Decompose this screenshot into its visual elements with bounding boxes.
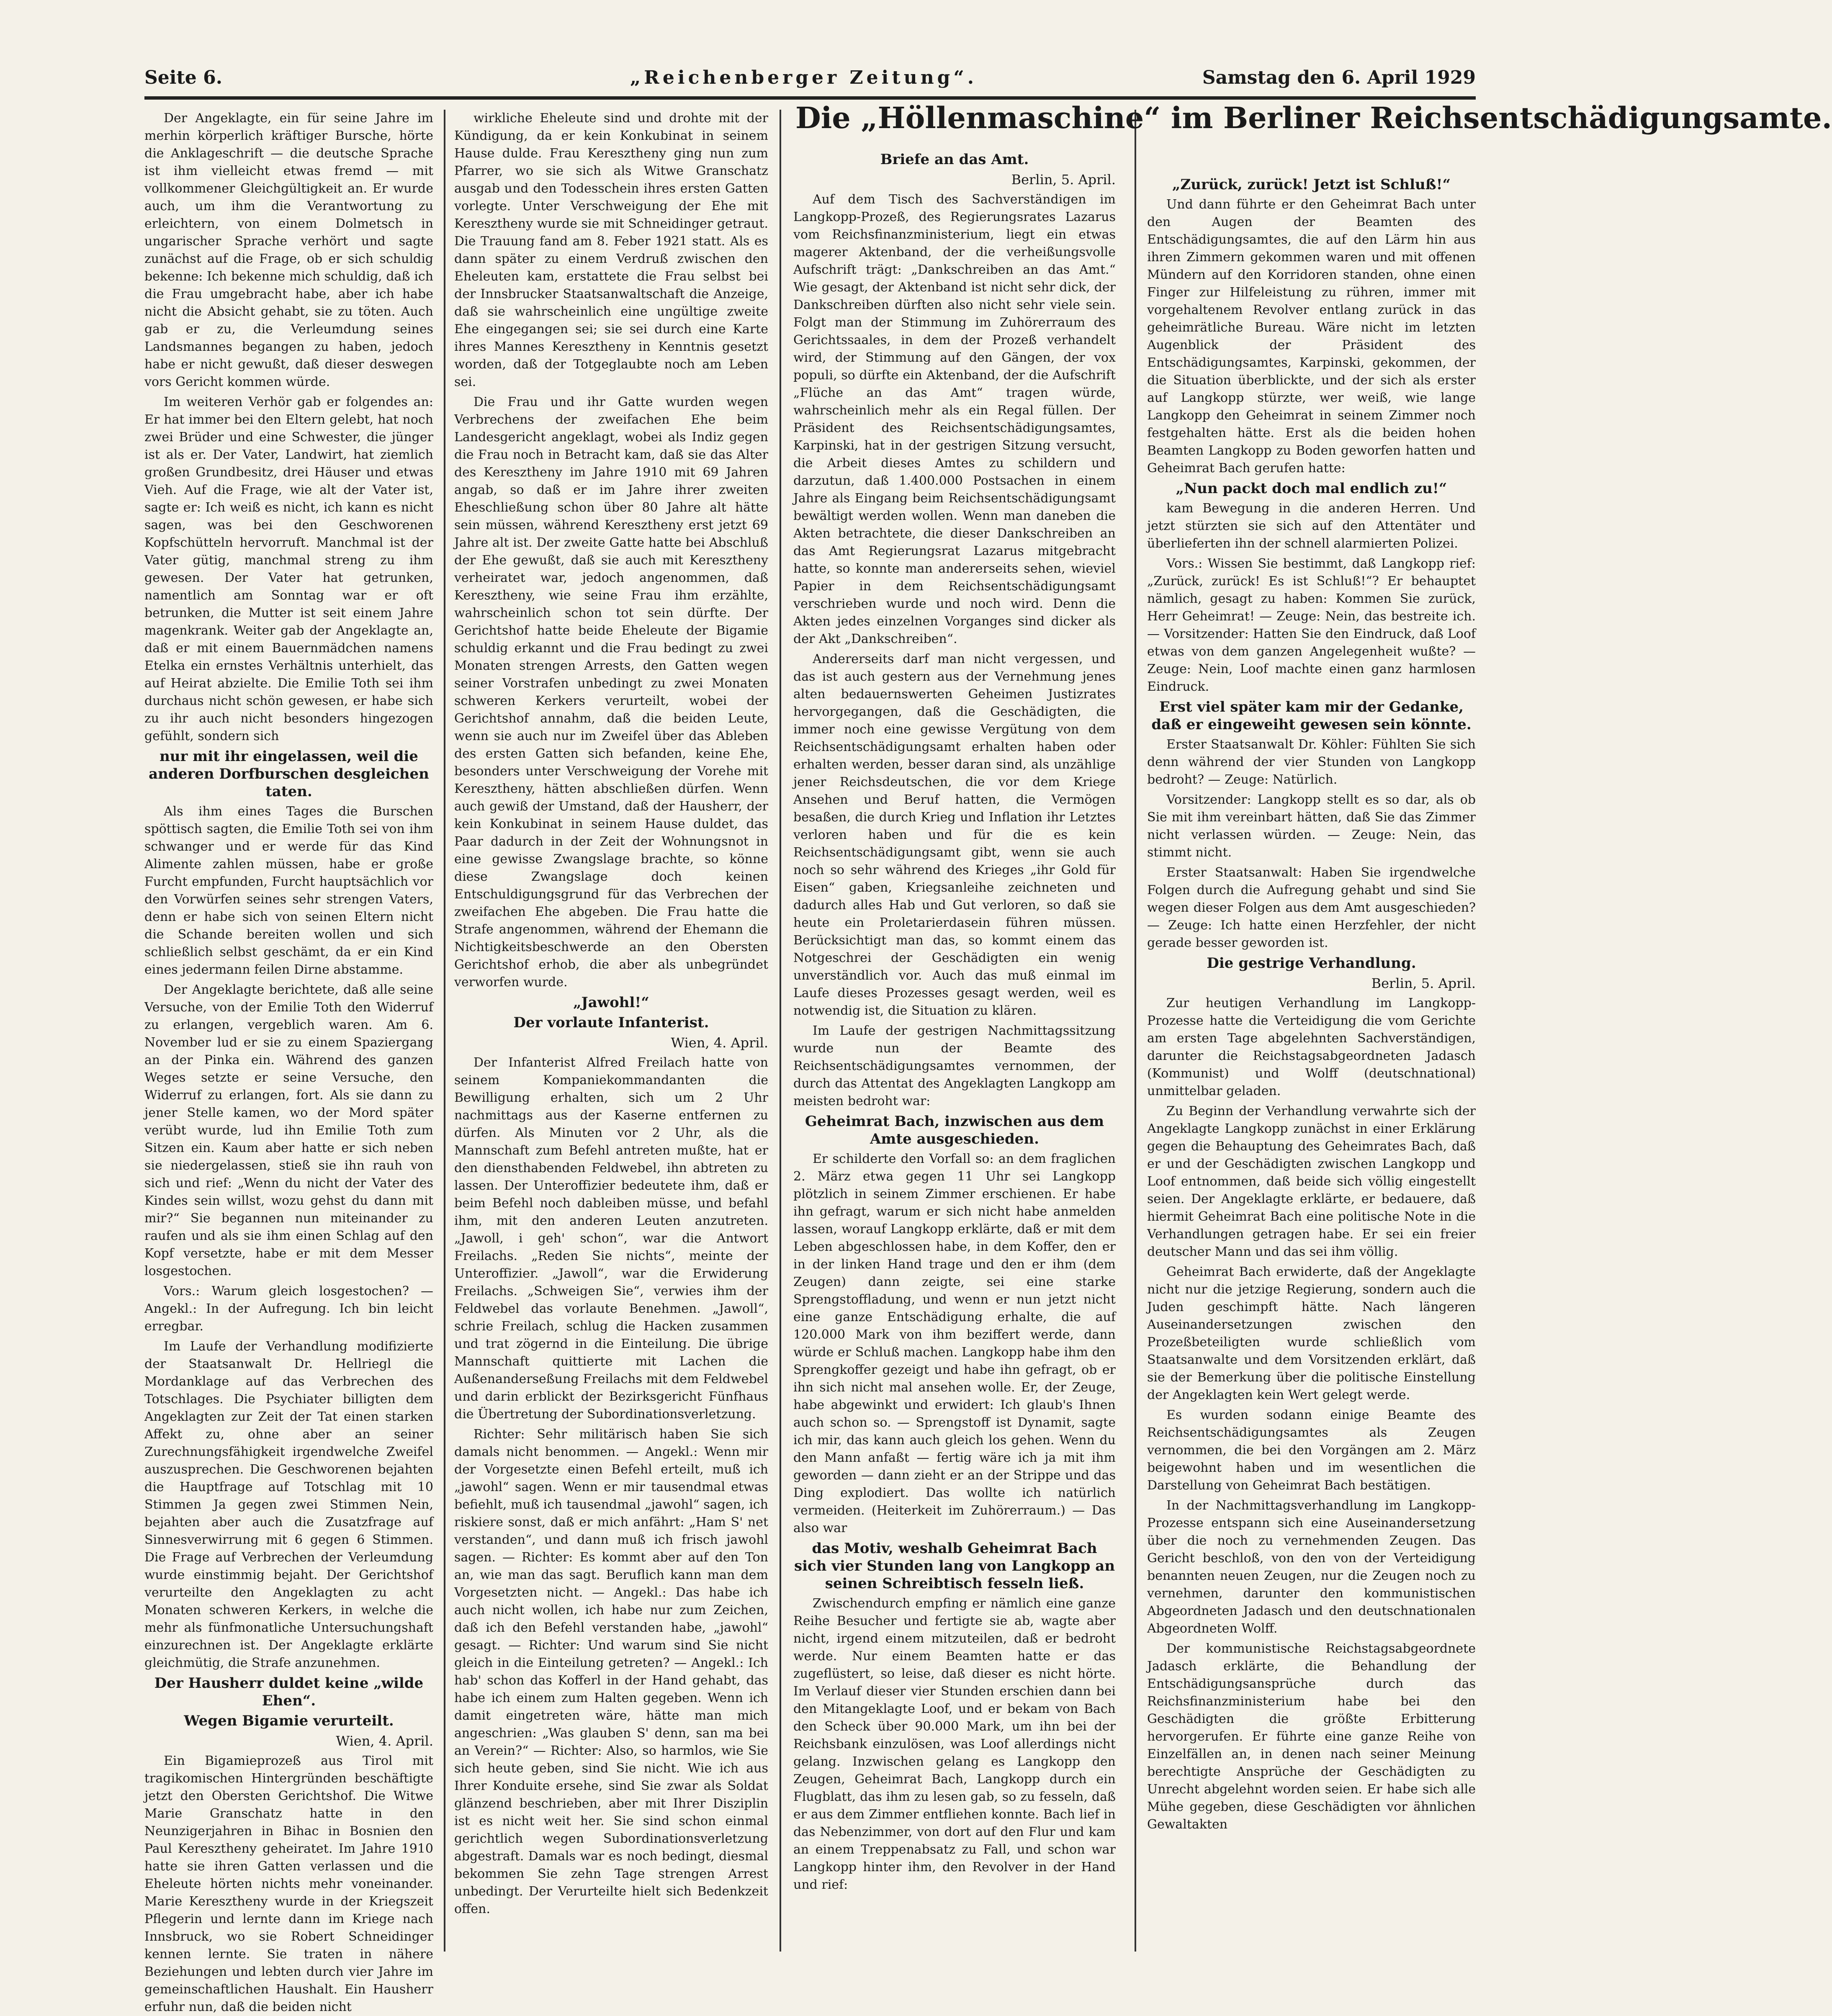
paragraph: Zwischendurch empfing er nämlich eine ganze Reihe Besucher und fertigte sie ab, wagte aber nicht, irgend einem mitzuteilen, daß er bedroht werde. Nur einem Beamten hatte er das zugeflüstert, so leise, daß dieser es nicht hörte. Im Verlauf dieser vier Stunden erschien dann bei den Mitangeklagte Loof, und er bekam von Bach den Scheck über 90.000 Mark, um ihn bei der Reichsbank einzulösen, was Loof allerdings nicht gelang. Inzwischen gelang es Langkopp den Zeugen, Geheimrat Bach, Langkopp durch ein Flugblatt, das ihm zu lesen gab, so zu fesseln, daß er aus dem Zimmer entfliehen konnte. Bach lief in das Nebenzimmer, von dort auf den Flur und kam an einem Treppenabsatz zu Fall, und schon war Langkopp hinter ihm, den Revolver in der Hand und rief: [793, 1596, 1116, 1892]
paragraph: Der Angeklagte berichtete, daß alle seine Versuche, von der Emilie Toth den Widerruf zu erlangen, vergeblich waren. Am 6. November lud er sie zu einem Spaziergang an der Pinka ein. Während des ganzen Weges setzte er seine Versuche, den Widerruf zu erlangen, fort. Als sie dann zu jener Stelle kamen, wo der Mord später verübt wurde, lud ihn Emilie Toth zum Sitzen ein. Kaum aber hatte er sich neben sie niedergelassen, stieß sie ihn rauh von sich und rief: „Wenn du nicht der Vater des Kindes sein willst, wozu gehst du dann mit mir?“ Sie begannen nun miteinander zu raufen und als sie ihm einen Schlag auf den Kopf versetzte, habe er mit dem Messer losgestochen. [144, 982, 433, 1278]
newspaper-title: „Reichenberger Zeitung“. [630, 67, 978, 88]
dateline: Berlin, 5. April. [1011, 172, 1116, 188]
paragraph: Vorsitzender: Langkopp stellt es so dar, als ob Sie mit ihm vereinbart hätten, daß Sie das Zimmer nicht verlassen würden. — Zeuge: Nein, das stimmt nicht. [1147, 792, 1476, 860]
dateline: Wien, 4. April. [671, 1035, 768, 1051]
paragraph: Im Laufe der Verhandlung modifizierte der Staatsanwalt Dr. Hellriegl die Mordanklage auf das Verbrechen des Totschlages. Die Psychiater billigten dem Angeklagten zur Zeit der Tat einen starken Affekt zu, ohne aber an seiner Zurechnungsfähigkeit irgendwelche Zweifel auszusprechen. Die Geschworenen bejahten die Hauptfrage auf Totschlag mit 10 Stimmen Ja gegen zwei Stimmen Nein, bejahten aber auch die Zusatzfrage auf Sinnesverwirrung mit 6 gegen 6 Stimmen. Die Frage auf Verbrechen der Verleumdung wurde einstimmig bejaht. Der Gerichtshof verurteilte den Angeklagten zu acht Monaten schweren Kerkers, in welche die mehr als fünfmonatliche Untersuchungshaft einzurechnen ist. Der Angeklagte erklärte gleichmütig, die Strafe anzunehmen. [144, 1339, 433, 1670]
article-heading: Der Hausherr duldet keine „wilde Ehen“. [154, 1675, 424, 1709]
column-divider [1135, 110, 1136, 1952]
column-divider [444, 110, 445, 1952]
dateline: Berlin, 5. April. [1371, 975, 1476, 991]
paragraph: Als ihm eines Tages die Burschen spöttisch sagten, die Emilie Toth sei von ihm schwanger und er werde für das Kind Alimente zahlen müssen, habe er große Furcht empfunden, Furcht hauptsächlich vor den Vorwürfen seines sehr strengen Vaters, denn er habe sich von seinen Eltern nicht die Schande bereiten wollen und sich schließlich selbst geschämt, da er ein Kind eines jedermann feilen Dirne abstamme. [144, 804, 433, 977]
paragraph: Der Angeklagte, ein für seine Jahre im merhin körperlich kräftiger Bursche, hörte die Anklageschrift — die deutsche Sprache ist ihm vielleicht etwas fremd — mit vollkommener Gleichgültigkeit an. Er wurde auch, um ihm die Verantwortung zu erleichtern, von einem Dolmetsch in ungarischer Sprache verhört und sagte zunächst auf die Frage, ob er sich schuldig bekenne: Ich bekenne mich schuldig, daß ich die Frau umgebracht habe, aber ich habe nicht die Absicht gehabt, sie zu töten. Auch gab er zu, die Verleumdung seines Landsmannes begangen zu haben, jedoch habe er nicht gewußt, daß dieser deswegen vors Gericht kommen würde. [144, 111, 433, 389]
paragraph: In der Nachmittagsverhandlung im Langkopp-Prozesse entspann sich eine Auseinandersetzung über die noch zu vernehmenden Zeugen. Das Gericht beschloß, von den von der Verteidigung benannten neuen Zeugen, nur die Zeugen noch zu vernehmen, darunter den kommunistischen Abgeordneten Jadasch und den deutschnationalen Abgeordneten Wolff. [1147, 1498, 1476, 1636]
column-3 [793, 151, 1116, 1951]
paragraph: Geheimrat Bach erwiderte, daß der Angeklagte nicht nur die jetzige Regierung, sondern auch die Juden geschimpft hätte. Nach längeren Auseinandersetzungen zwischen den Prozeßbeteiligten wurde schließlich vom Staatsanwalte und dem Vorsitzenden erklärt, daß sie der Bemerkung über die politische Einstellung der Angeklagten kein Wert gelegt werde. [1147, 1265, 1476, 1402]
main-headline: Die „Höllenmaschine“ im Berliner Reichsentschädigungsamte. [795, 100, 1832, 135]
paragraph: Ein Bigamieprozeß aus Tirol mit tragikomischen Hintergründen beschäftigte jetzt den Obersten Gerichtshof. Die Witwe Marie Granschatz hatte in den Neunzigerjahren in Bihac in Bosnien den Paul Keresztheny geheiratet. Im Jahre 1910 hatte sie ihren Gatten verlassen und die Eheleute hörten nichts mehr voneinander. Marie Keresztheny wurde in der Kriegszeit Pflegerin und lernte dann im Kriege nach Innsbruck, wo sie Robert Schneidinger kennen lernte. Sie traten in nähere Beziehungen und lebten durch vier Jahre im gemeinschaftlichen Haushalt. Ein Hausherr erfuhr nun, daß die beiden nicht [144, 1754, 433, 2014]
paragraph: Erster Staatsanwalt Dr. Köhler: Fühlten Sie sich denn während der vier Stunden von Langkopp bedroht? — Zeuge: Natürlich. [1147, 737, 1476, 787]
subheading: Die gestrige Verhandlung. [1207, 955, 1416, 972]
paragraph: Vors.: Warum gleich losgestochen? — Angekl.: In der Aufregung. Ich bin leicht erregbar. [144, 1284, 433, 1334]
column-1 [144, 110, 433, 2014]
subheading: „Nun packt doch mal endlich zu!“ [1176, 480, 1447, 497]
paragraph: Im weiteren Verhör gab er folgendes an: Er hat immer bei den Eltern gelebt, hat noch zwei Brüder und eine Schwester, die jünger ist als er. Der Vater, Landwirt, hat ziemlich großen Grundbesitz, drei Häuser und etwas Vieh. Auf die Frage, wie alt der Vater ist, sagte er: Ich weiß es nicht, ich kann es nicht sagen, was bei den Geschworenen Kopfschütteln hervorruft. Manchmal ist der Vater gütig, manchmal streng zu ihm gewesen. Der Vater hat getrunken, namentlich am Sonntag war er oft betrunken, die Mutter ist seit einem Jahre magenkrank. Weiter gab der Angeklagte an, daß er mit einem Bauernmädchen namens Etelka ein ernstes Verhältnis unterhielt, das auf Heirat abzielte. Die Emilie Toth sei ihm durchaus nicht schön gewesen, er habe sich zu ihr auch nicht besonders hingezogen gefühlt, sondern sich [144, 395, 433, 743]
subheading: nur mit ihr eingelassen, weil die anderen Dorfburschen desgleichen taten. [149, 748, 429, 800]
column-4 [1147, 176, 1476, 1951]
paragraph: Er schilderte den Vorfall so: an dem fraglichen 2. März etwa gegen 11 Uhr sei Langkopp plötzlich in seinem Zimmer erschienen. Er habe ihn gefragt, warum er sich nicht habe anmelden lassen, worauf Langkopp erklärte, daß er mit dem Leben abgeschlossen habe, in dem Koffer, den er in der linken Hand trage und den er ihm (dem Zeugen) dann zeigte, sei eine starke Sprengstoffladung, und wenn er nun jetzt nicht eine ganze Entschädigung erhalte, die auf 120.000 Mark von ihm beziffert werde, dann würde er Schluß machen. Langkopp habe ihm den Sprengkoffer gezeigt und habe ihn gefragt, ob er ihn sich nicht mal ansehen wolle. Er, der Zeuge, habe abgewinkt und erwidert: Ich glaub's Ihnen auch schon so. — Sprengstoff ist Dynamit, sagte ich mir, das kann auch gleich los gehen. Wenn du den Mann anfaßt — fertig wäre ich ja mit ihm geworden — dann zieht er an der Strippe und das Ding explodiert. Das wollte ich natürlich vermeiden. (Heiterkeit im Zuhörerraum.) — Das also war [793, 1152, 1116, 1535]
subheading: Wegen Bigamie verurteilt. [184, 1713, 394, 1729]
subheading: Geheimrat Bach, inzwischen aus dem Amte ausgeschieden. [805, 1113, 1104, 1147]
paragraph: Und dann führte er den Geheimrat Bach unter den Augen der Beamten des Entschädigungsamtes, die auf den Lärm hin aus ihren Zimmern gekommen waren und mit offenen Mündern auf den Korridoren standen, ohne einen Finger zur Hilfeleistung zu rühren, immer mit vorgehaltenem Revolver entlang zurück in das geheimrätliche Bureau. Wäre nicht im letzten Augenblick der Präsident des Entschädigungsamtes, Karpinski, gekommen, der die Situation überblickte, und der sich als erster auf Langkopp stürzte, wer weiß, wie lange Langkopp den Geheimrat in seinem Zimmer noch festgehalten hätte. Erst als die beiden hohen Beamten Langkopp zu Boden geworfen hatten und Geheimrat Bach gerufen hatte: [1147, 197, 1476, 476]
paragraph: Der kommunistische Reichstagsabgeordnete Jadasch erklärte, die Behandlung der Entschädigungsansprüche durch das Reichsfinanzministerium habe bei den Geschädigten die größte Erbitterung hervorgerufen. Er führte eine ganze Reihe von Einzelfällen an, in denen nach seiner Meinung berechtigte Ansprüche der Geschädigten zu Unrecht abgelehnt worden seien. Er habe sich alle Mühe gegeben, diese Geschädigten vor ähnlichen Gewaltakten [1147, 1641, 1476, 1832]
dateline: Wien, 4. April. [336, 1733, 433, 1749]
paragraph: Auf dem Tisch des Sachverständigen im Langkopp-Prozeß, des Regierungsrates Lazarus vom Reichsfinanzministerium, liegt ein etwas magerer Aktenband, der die verheißungsvolle Aufschrift trägt: „Dankschreiben an das Amt.“ Wie gesagt, der Aktenband ist nicht sehr dick, der Dankschreiben dürften also nicht sehr viele sein. Folgt man der Stimmung im Zuhörerraum des Gerichtssaales, in dem der Prozeß verhandelt wird, der Stimmung auf den Gängen, der vox populi, so dürfte ein Aktenband, der die Aufschrift „Flüche an das Amt“ tragen würde, wahrscheinlich mehr als ein Regal füllen. Der Präsident des Reichsentschädigungsamtes, Karpinski, hat in der gestrigen Sitzung versucht, die Arbeit dieses Amtes zu schildern und darzutun, daß 1.400.000 Postsachen in einem Jahre als Eingang beim Reichsentschädigungsamt bewältigt werden wollen. Wenn man daneben die Akten betrachtete, die dieser Dankschreiben an das Amt Regierungsrat Lazarus mitgebracht hatte, so konnte man andererseits sehen, wieviel Papier in dem Reichsentschädigungsamt verschrieben wurde und noch wird. Denn die Akten jedes einzelnen Vorganges sind dicker als der Akt „Dankschreiben“. [793, 192, 1116, 646]
subheading: das Motiv, weshalb Geheimrat Bach sich vier Stunden lang von Langkopp an seinen Schreibtisch fesseln ließ. [794, 1540, 1115, 1592]
column-2 [454, 110, 768, 1952]
paragraph: Zur heutigen Verhandlung im Langkopp-Prozesse hatte die Verteidigung die vom Gerichte am ersten Tage abgelehnten Sachverständigen, darunter die Reichstagsabgeordneten Jadasch (Kommunist) und Wolff (deutschnational) unmittelbar geladen. [1147, 996, 1476, 1098]
subheading: „Zurück, zurück! Jetzt ist Schluß!“ [1172, 176, 1451, 193]
paragraph: wirkliche Eheleute sind und drohte mit der Kündigung, da er kein Konkubinat in seinem Hause dulde. Frau Keresztheny ging nun zum Pfarrer, wo sie sich als Witwe Granschatz ausgab und den Todesschein ihres ersten Gatten vorlegte. Unter Verschweigung der Ehe mit Keresztheny wurde sie mit Schneidinger getraut. Die Trauung fand am 8. Feber 1921 statt. Als es dann später zu einem Verdruß zwischen den Eheleuten kam, erstattete die Frau selbst bei der Innsbrucker Staatsanwaltschaft die Anzeige, daß sie wahrscheinlich eine ungültige zweite Ehe eingegangen sei; sie sei durch eine Karte ihres Mannes Keresztheny in Kenntnis gesetzt worden, daß der Totgeglaubte noch am Leben sei. [454, 111, 768, 389]
paragraph: Andererseits darf man nicht vergessen, und das ist auch gestern aus der Vernehmung jenes alten bedauernswerten Geheimen Justizrates hervorgegangen, daß die Geschädigten, die immer noch eine gewisse Vergütung von dem Reichsentschädigungsamt erhalten haben oder erhalten werden, besser daran sind, als unzählige jener Reichsdeutschen, die vor dem Kriege Ansehen und Beruf hatten, die Vermögen besaßen, die durch Krieg und Inflation ihr Letztes verloren haben und für die es kein Reichsentschädigungsamt gibt, wenn sie auch noch so sehr während des Krieges „ihr Gold für Eisen“ gaben, Kriegsanleihe zeichneten und dadurch alles Hab und Gut verloren, so daß sie heute ein Proletarierdasein führen müssen. Berücksichtigt man das, so kommt einem das Notgeschrei der Geschädigten ein wenig unverständlich vor. Auch das muß einmal im Laufe dieses Prozesses gesagt werden, weil es notwendig ist, die Situation zu klären. [793, 652, 1116, 1018]
article-heading: „Jawohl!“ [573, 994, 649, 1011]
subheading: Briefe an das Amt. [880, 151, 1029, 168]
page-header [144, 67, 1476, 96]
paragraph: Zu Beginn der Verhandlung verwahrte sich der Angeklagte Langkopp zunächst in einer Erklärung gegen die Behauptung des Geheimrates Bach, daß er und der Geschädigten zwischen Langkopp und Loof entnommen, daß beide sich völlig eingestellt seien. Der Angeklagte erklärte, er bedauere, daß hiermit Geheimrat Bach eine politische Note in die Verhandlungen getragen habe. Er sei ein freier deutscher Mann und das sei ihm völlig. [1147, 1104, 1476, 1259]
paragraph: Richter: Sehr militärisch haben Sie sich damals nicht benommen. — Angekl.: Wenn mir der Vorgesetzte einen Befehl erteilt, muß ich „jawohl“ sagen. Wenn er mir tausendmal etwas befiehlt, muß ich tausendmal „jawohl“ sagen, ich riskiere sonst, daß er mich anfährt: „Ham S' net verstanden“, und dann muß ich frisch jawohl sagen. — Richter: Es kommt aber auf den Ton an, wie man das sagt. Beruflich kann man dem Vorgesetzten nicht. — Angekl.: Das habe ich auch nicht wollen, ich habe nur zum Zeichen, daß ich den Befehl verstanden habe, „jawohl“ gesagt. — Richter: Und warum sind Sie nicht gleich in die Einteilung getreten? — Angekl.: Ich hab' schon das Kofferl in der Hand gehabt, das habe ich einem zum Halten gegeben. Wenn ich damit eingetreten wäre, hätte man mich angeschrien: „Was glauben S' denn, san ma bei an Verein?“ — Richter: Also, so harmlos, wie Sie sich heute geben, sind Sie nicht. Wie ich aus Ihrer Konduite ersehe, sind Sie zwar als Soldat glänzend beschrieben, aber mit Ihrer Disziplin ist es nicht weit her. Sie sind schon einmal gerichtlich wegen Subordinationsverletzung abgestraft. Damals war es noch bedingt, diesmal bekommen Sie zehn Tage strengen Arrest unbedingt. Der Verurteilte hielt sich Bedenkzeit offen. [454, 1427, 768, 1916]
paragraph: Der Infanterist Alfred Freilach hatte von seinem Kompaniekommandanten die Bewilligung erhalten, sich um 2 Uhr nachmittags aus der Kaserne entfernen zu dürfen. Als Minuten vor 2 Uhr, als die Mannschaft zum Befehl antreten mußte, hat er den diensthabenden Feldwebel, ihn abtreten zu lassen. Der Unteroffizier bedeutete ihm, daß er beim Befehl noch dableiben müsse, und befahl ihm, mit den anderen Leuten anzutreten. „Jawoll, i geh' schon“, war die Antwort Freilachs. „Reden Sie nichts“, meinte der Unteroffizier. „Jawoll“, war die Erwiderung Freilachs. „Schweigen Sie“, verwies ihm der Feldwebel das vorlaute Benehmen. „Jawoll“, schrie Freilach, schlug die Hacken zusammen und trat zögernd in die Einteilung. Die übrige Mannschaft quittierte mit Lachen die Außenanderseßung Freilachs mit dem Feldwebel und darin erblickt der Bezirksgericht Fünfhaus die Übertretung der Subordinationsverletzung. [454, 1055, 768, 1422]
column-divider [780, 110, 781, 1952]
subheading: Erst viel später kam mir der Gedanke, daß er eingeweiht gewesen sein könnte. [1151, 699, 1472, 733]
paragraph: kam Bewegung in die anderen Herren. Und jetzt stürzten sie sich auf den Attentäter und überlieferten ihn der schnell alarmierten Polizei. [1147, 501, 1476, 551]
issue-date: Samstag den 6. April 1929 [1202, 67, 1476, 88]
paragraph: Im Laufe der gestrigen Nachmittagssitzung wurde nun der Beamte des Reichsentschädigungsamtes vernommen, der durch das Attentat des Angeklagten Langkopp am meisten bedroht war: [793, 1023, 1116, 1108]
page-number: Seite 6. [144, 67, 223, 88]
paragraph: Die Frau und ihr Gatte wurden wegen Verbrechens der zweifachen Ehe beim Landesgericht angeklagt, wobei als Indiz gegen die Frau noch in Betracht kam, daß sie das Alter des Keresztheny im Jahre 1910 mit 69 Jahren angab, so daß er im Jahre ihrer zweiten Eheschließung schon über 80 Jahre alt hätte sein müssen, während Keresztheny erst jetzt 69 Jahre alt ist. Der zweite Gatte hatte bei Abschluß der Ehe gewußt, daß sie auch mit Keresztheny verheiratet war, jedoch angenommen, daß Keresztheny, wie seine Frau ihm erzählte, wahrscheinlich schon tot sein dürfte. Der Gerichtshof hatte beide Eheleute der Bigamie schuldig erkannt und die Frau bedingt zu zwei Monaten strengen Arrests, den Gatten wegen seiner Vorstrafen unbedingt zu zwei Monaten schweren Kerkers verurteilt, wobei der Gerichtshof annahm, daß die beiden Leute, wenn sie auch nur im Zweifel über das Ableben des ersten Gatten sich befanden, keine Ehe, besonders unter Verschweigung der Vorehe mit Keresztheny, hätten abschließen dürfen. Wenn auch gewiß der Umstand, daß der Hausherr, der kein Konkubinat in seinem Hause duldet, das Paar dadurch in der Zeit der Wohnungsnot in eine gewisse Zwangslage brachte, so könne diese Zwangslage doch keinen Entschuldigungsgrund für das Verbrechen der zweifachen Ehe abgeben. Die Frau hatte die Strafe angenommen, während der Ehemann die Nichtigkeitsbeschwerde an den Obersten Gerichtshof erhob, die aber als unbegründet verworfen wurde. [454, 395, 768, 990]
paragraph: Vors.: Wissen Sie bestimmt, daß Langkopp rief: „Zurück, zurück! Es ist Schluß!“? Er behauptet nämlich, gesagt zu haben: Kommen Sie zurück, Herr Geheimrat! — Zeuge: Nein, das bestreite ich. — Vorsitzender: Hatten Sie den Eindruck, daß Loof etwas von dem ganzen Angelegenheit wußte? — Zeuge: Nein, Loof machte einen ganz harmlosen Eindruck. [1147, 556, 1476, 694]
header-rule [144, 96, 1476, 100]
paragraph: Es wurden sodann einige Beamte des Reichsentschädigungsamtes als Zeugen vernommen, die bei den Vorgängen am 2. März beigewohnt haben und im wesentlichen die Darstellung von Geheimrat Bach bestätigen. [1147, 1408, 1476, 1493]
subheading: Der vorlaute Infanterist. [513, 1014, 709, 1031]
paragraph: Erster Staatsanwalt: Haben Sie irgendwelche Folgen durch die Aufregung gehabt und sind Sie wegen dieser Folgen aus dem Amt ausgeschieden? — Zeuge: Ich hatte einen Herzfehler, der nicht gerade besser geworden ist. [1147, 865, 1476, 950]
